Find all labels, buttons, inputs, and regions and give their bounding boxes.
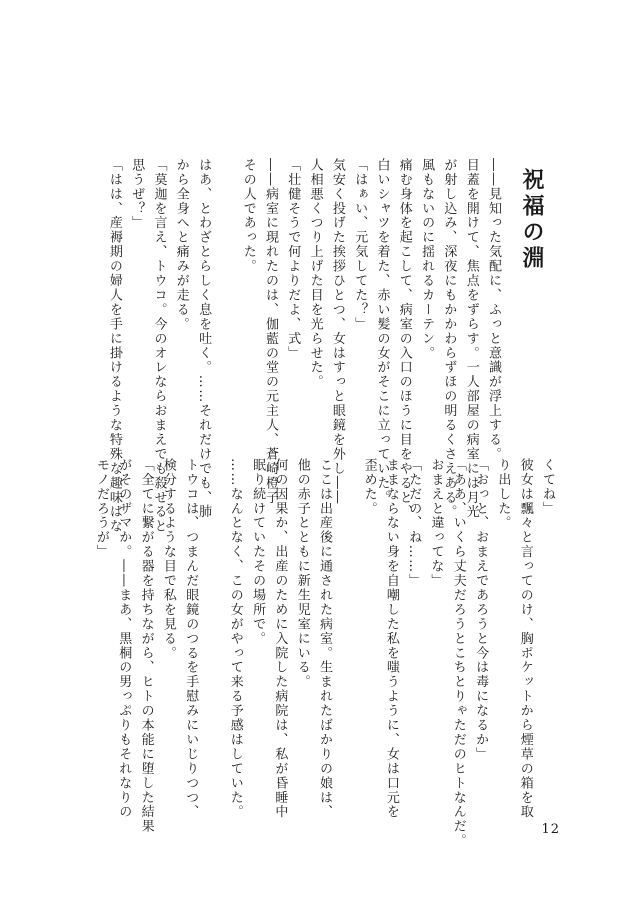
text-line: 「壮健そうで何よりだよ、式」 bbox=[285, 158, 301, 361]
text-line: り出した。 bbox=[495, 458, 511, 531]
page-number: 12 bbox=[541, 822, 560, 837]
text-line: 白いシャツを着た、赤い髪の女がそこに立っていた。 bbox=[374, 158, 390, 505]
text-line: 眠り続けていたその場所で。 bbox=[250, 458, 266, 646]
text-line: その人であった。 bbox=[240, 158, 256, 274]
text-line: 「はは、産褥期の婦人を手に掛けるような特殊な趣味はな bbox=[106, 158, 122, 534]
text-line: トウコは、つまんだ眼鏡のつるを手慰みにいじりつつ、 bbox=[183, 458, 199, 820]
text-line: くてね」 bbox=[540, 458, 555, 516]
text-line: おまえと違ってな」 bbox=[428, 458, 444, 589]
text-line: ――見知った気配に、ふっと意識が浮上する。 bbox=[486, 158, 501, 462]
text-line: はあ、とわざとらしく息を吐く。……それだけでも、肺 bbox=[196, 158, 212, 520]
text-line: 風もないのに揺れるカーテン。 bbox=[419, 158, 435, 361]
text-line: 思うぜ？」 bbox=[129, 158, 145, 231]
text-line: 彼女は飄々と言ってのけ、胸ポケットから煙草の箱を取 bbox=[517, 458, 533, 820]
text-line: モノだろうが」 bbox=[94, 458, 109, 560]
text-line: 「おっと、おまえであろうと今は毒になるか」 bbox=[473, 458, 489, 762]
text-line: 歪めた。 bbox=[361, 458, 377, 516]
text-line: 人相悪くつり上げた目を光らせた。 bbox=[307, 158, 323, 390]
text-line: 検分するような目で私を見る。 bbox=[160, 458, 176, 661]
text-line: 「はぁい、元気してた？」 bbox=[352, 158, 368, 332]
text-line: ここは出産後に通された病室。生まれたばかりの娘は、 bbox=[317, 458, 332, 820]
text-line: 目蓋を開けて、焦点をずらす。一人部屋の病室には月光 bbox=[463, 158, 479, 520]
text-line: 何の因果か、出産のために入院した病院は、私が昏睡中 bbox=[272, 458, 288, 820]
text-line: 他の赤子とともに新生児室にいる。 bbox=[294, 458, 310, 690]
text-line: ままならない身を自嘲した私を嗤うように、女は口元を bbox=[383, 458, 399, 820]
text-line: が射し込み、深夜にもかかわらずほの明るくさえある。 bbox=[441, 158, 457, 520]
text-line: 「ただの、ね……」 bbox=[406, 458, 422, 589]
text-line: 痛む身体を起こして、病室の入口のほうに目をやると、 bbox=[396, 158, 412, 520]
text-line: 「ああ、いくら丈夫だろうとこちとりゃただのヒトなんだ。 bbox=[450, 458, 466, 849]
text-line: 気安く投げた挨拶ひとつ、女はすっと眼鏡を外し―― bbox=[329, 158, 345, 505]
text-line: から全身へと痛みが走る。 bbox=[173, 158, 189, 332]
text-line: がそのザマか。――まあ、黒桐の男っぷりもそれなりの bbox=[116, 458, 132, 820]
text-line: ……なんとなく、この女がやって来る予感はしていた。 bbox=[227, 458, 243, 820]
text-line: 「全てに繋がる器を持ちながら、ヒトの本能に堕した結果 bbox=[138, 458, 154, 834]
text-line: ――病室に現れたのは、伽藍の堂の元主人、蒼崎橙子 bbox=[263, 158, 278, 505]
chapter-title: 祝福の淵 bbox=[519, 168, 544, 272]
text-line: 「莫迦を言え、トウコ。今のオレならおまえでも殺せると bbox=[151, 158, 167, 534]
